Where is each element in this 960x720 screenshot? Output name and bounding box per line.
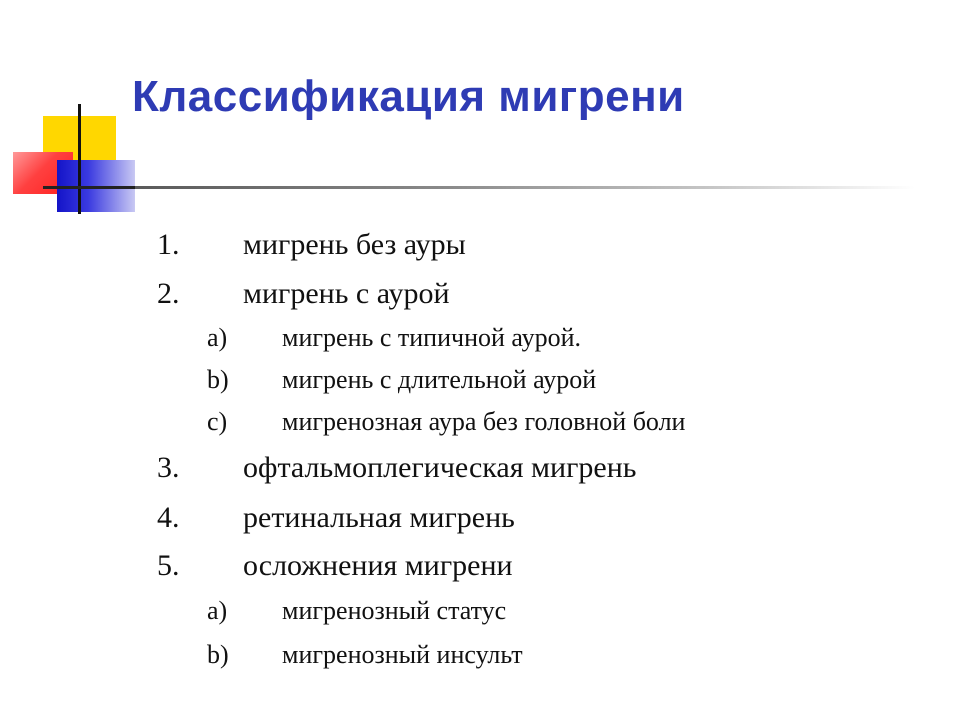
sub-list-item-marker: a) xyxy=(207,596,228,625)
horizontal-line-decoration xyxy=(43,186,143,189)
list-item-marker: 3. xyxy=(157,451,180,484)
slide-title: Классификация мигрени xyxy=(132,72,685,121)
sub-list-item-text: мигрень с типичной аурой. xyxy=(282,323,582,352)
list-item-marker: 4. xyxy=(157,501,180,534)
vertical-line-decoration xyxy=(78,104,81,214)
sub-list-item-text: мигренозная аура без головной боли xyxy=(282,407,686,436)
list-item-text: мигрень с аурой xyxy=(243,277,450,310)
list-item-text: осложнения мигрени xyxy=(243,549,513,582)
list-item-text: офтальмоплегическая мигрень xyxy=(243,451,637,484)
sub-list-item-text: мигренозный инсульт xyxy=(282,640,523,669)
list-item-text: ретинальная мигрень xyxy=(243,501,515,534)
sub-list-item-marker: c) xyxy=(207,407,228,436)
sub-list-item-marker: a) xyxy=(207,323,228,352)
list-item-text: мигрень без ауры xyxy=(243,228,466,261)
sub-list-item-marker: b) xyxy=(207,365,229,394)
list-item-marker: 5. xyxy=(157,549,180,582)
list-item-marker: 1. xyxy=(157,228,180,261)
list-item-marker: 2. xyxy=(157,277,180,310)
title-underline-rule xyxy=(135,186,915,189)
sub-list-item-marker: b) xyxy=(207,640,229,669)
sub-list-item-text: мигренозный статус xyxy=(282,596,507,625)
sub-list-item-text: мигрень с длительной аурой xyxy=(282,365,597,394)
